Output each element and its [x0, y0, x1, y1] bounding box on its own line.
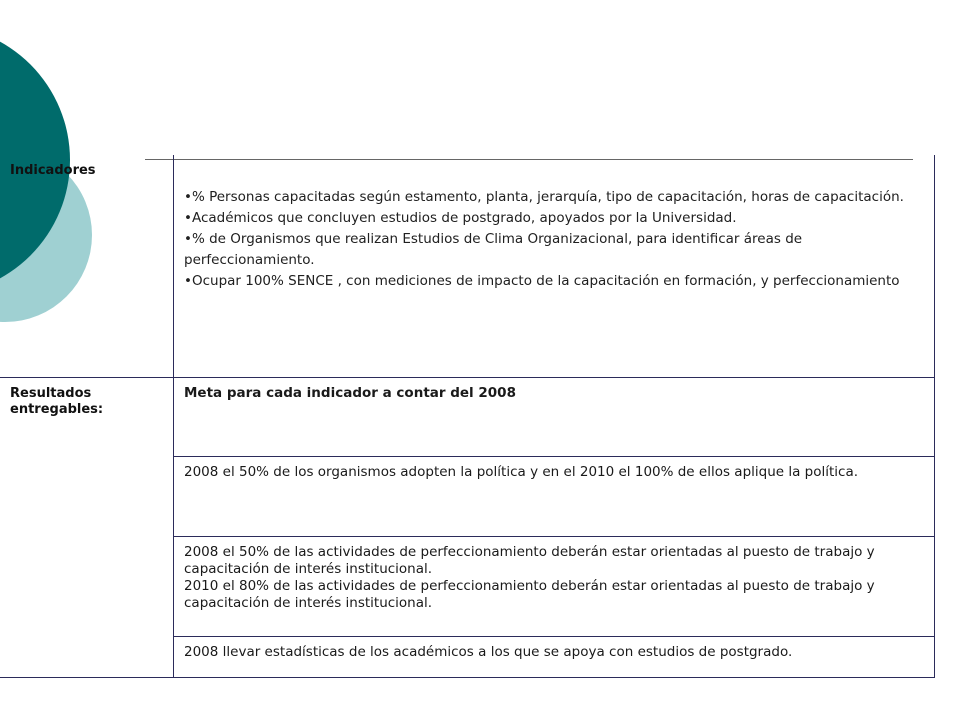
meta-title-cell — [173, 378, 935, 456]
list-item: • % de Organismos que realizan Estudios de Clima Organizacional, para identificar áreas de perfeccionamiento. — [184, 229, 924, 271]
list-item: • Ocupar 100% SENCE , con mediciones de impacto de la capacitación en formación, y perfeccionamiento — [184, 271, 924, 292]
indicators-table — [0, 155, 935, 678]
indicadores-label: Indicadores — [0, 155, 174, 378]
meta-title: Meta para cada indicador a contar del 2008 — [184, 385, 516, 401]
result-row-2: 2008 el 50% de las actividades de perfeccionamiento deberán estar orientadas al puesto de trabajo y capacitación de interés institucional. 2010 el 80% de las actividades de perfeccionamiento deberán estar orientadas al puesto de trabajo y capacitación de interés institucional. — [173, 537, 935, 636]
indicator-list — [184, 187, 924, 292]
result-row-1: 2008 el 50% de los organismos adopten la política y en el 2010 el 100% de ellos aplique la política. — [173, 457, 935, 536]
table-bottom-border — [0, 677, 935, 678]
resultados-label: Resultados entregables: — [0, 378, 174, 678]
indicadores-content — [173, 155, 935, 378]
result-row-3: 2008 llevar estadísticas de los académicos a los que se apoya con estudios de postgrado. — [173, 637, 935, 678]
list-item: • % Personas capacitadas según estamento, planta, jerarquía, tipo de capacitación, horas de capacitación. — [184, 187, 924, 208]
list-item: • Académicos que concluyen estudios de postgrado, apoyados por la Universidad. — [184, 208, 924, 229]
